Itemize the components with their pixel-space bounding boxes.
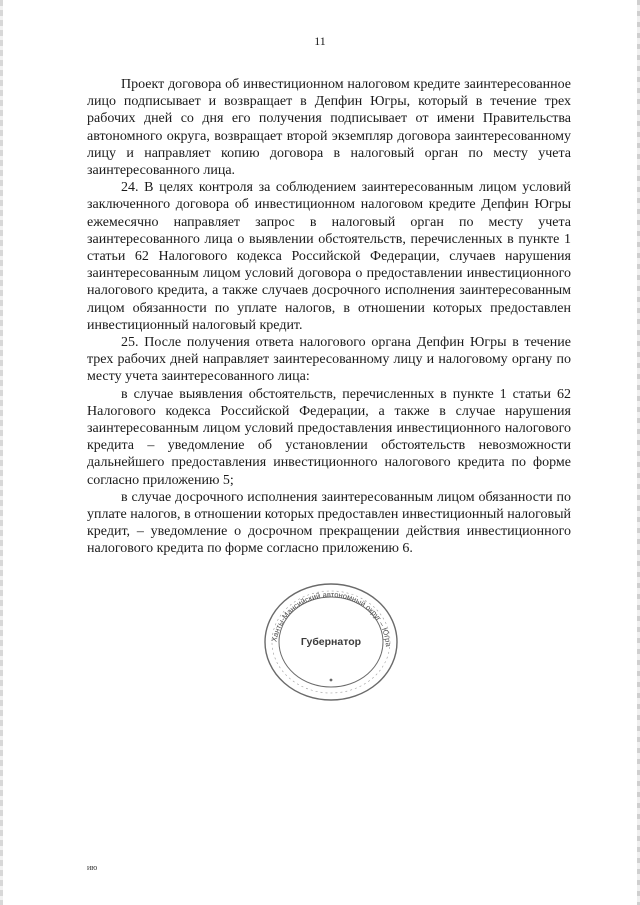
seal-center-text: Губернатор <box>300 636 362 648</box>
scan-edge-left <box>0 0 3 905</box>
paragraph-25-case-violation: в случае выявления обстоятельств, перечисленных в пункте 1 статьи 62 Налогового кодекса Российской Федерации, а также в случае нарушения заинтересованным лицом условий предоставления инвестиционного налогового кредита – уведомление об установлении обстоятельств невозможности дальнейшего предоставления инвестиционного налогового кредита по форме согласно приложению 5; <box>87 386 571 488</box>
seal-ring-text: Ханты-Мансийский автономный округ – Югра <box>269 589 393 648</box>
paragraph-contract-signing: Проект договора об инвестиционном налоговом кредите заинтересованное лицо подписывает и возвращает в Депфин Югры, который в течение трех рабочих дней со дня его получения подписывает от имени Правительства автономного округа, возвращает второй экземпляр договора заинтересованному лицу и направляет копию договора в налоговый орган по месту учета заинтересованного лица. <box>87 77 571 179</box>
seal-star-mark <box>330 679 333 682</box>
paragraph-24-monitoring: 24. В целях контроля за соблюдением заинтересованным лицом условий заключенного договора об инвестиционном налоговом кредите Депфин Югры ежемесячно направляет запрос в налоговый орган по месту учета заинтересованного лица о выявлении обстоятельств, перечисленных в пункте 1 статьи 62 Налогового кодекса Российской Федерации, случаев нарушения заинтересованным лицом условий договора о предоставлении инвестиционного налогового кредита, а также случаев досрочного исполнения заинтересованным лицом обязанности по уплате налогов, в отношении которых предоставлен инвестиционный налоговый кредит. <box>87 180 571 333</box>
paragraph-25-notification: 25. После получения ответа налогового органа Депфин Югры в течение трех рабочих дней направляет заинтересованному лицу и налоговому органу по месту учета заинтересованного лица: <box>87 335 571 385</box>
footer-mark: ию <box>87 863 98 872</box>
paragraph-25-case-early-fulfillment: в случае досрочного исполнения заинтересованным лицом обязанности по уплате налогов, в отношении которых предоставлен инвестиционный налоговый кредит, – уведомление о досрочном прекращении действия инвестиционного налогового кредита по форме согласно приложению 6. <box>87 489 571 557</box>
page-number: 11 <box>314 34 326 48</box>
governor-seal <box>256 574 406 704</box>
document-body <box>87 76 571 558</box>
seal-graphic <box>256 574 406 704</box>
